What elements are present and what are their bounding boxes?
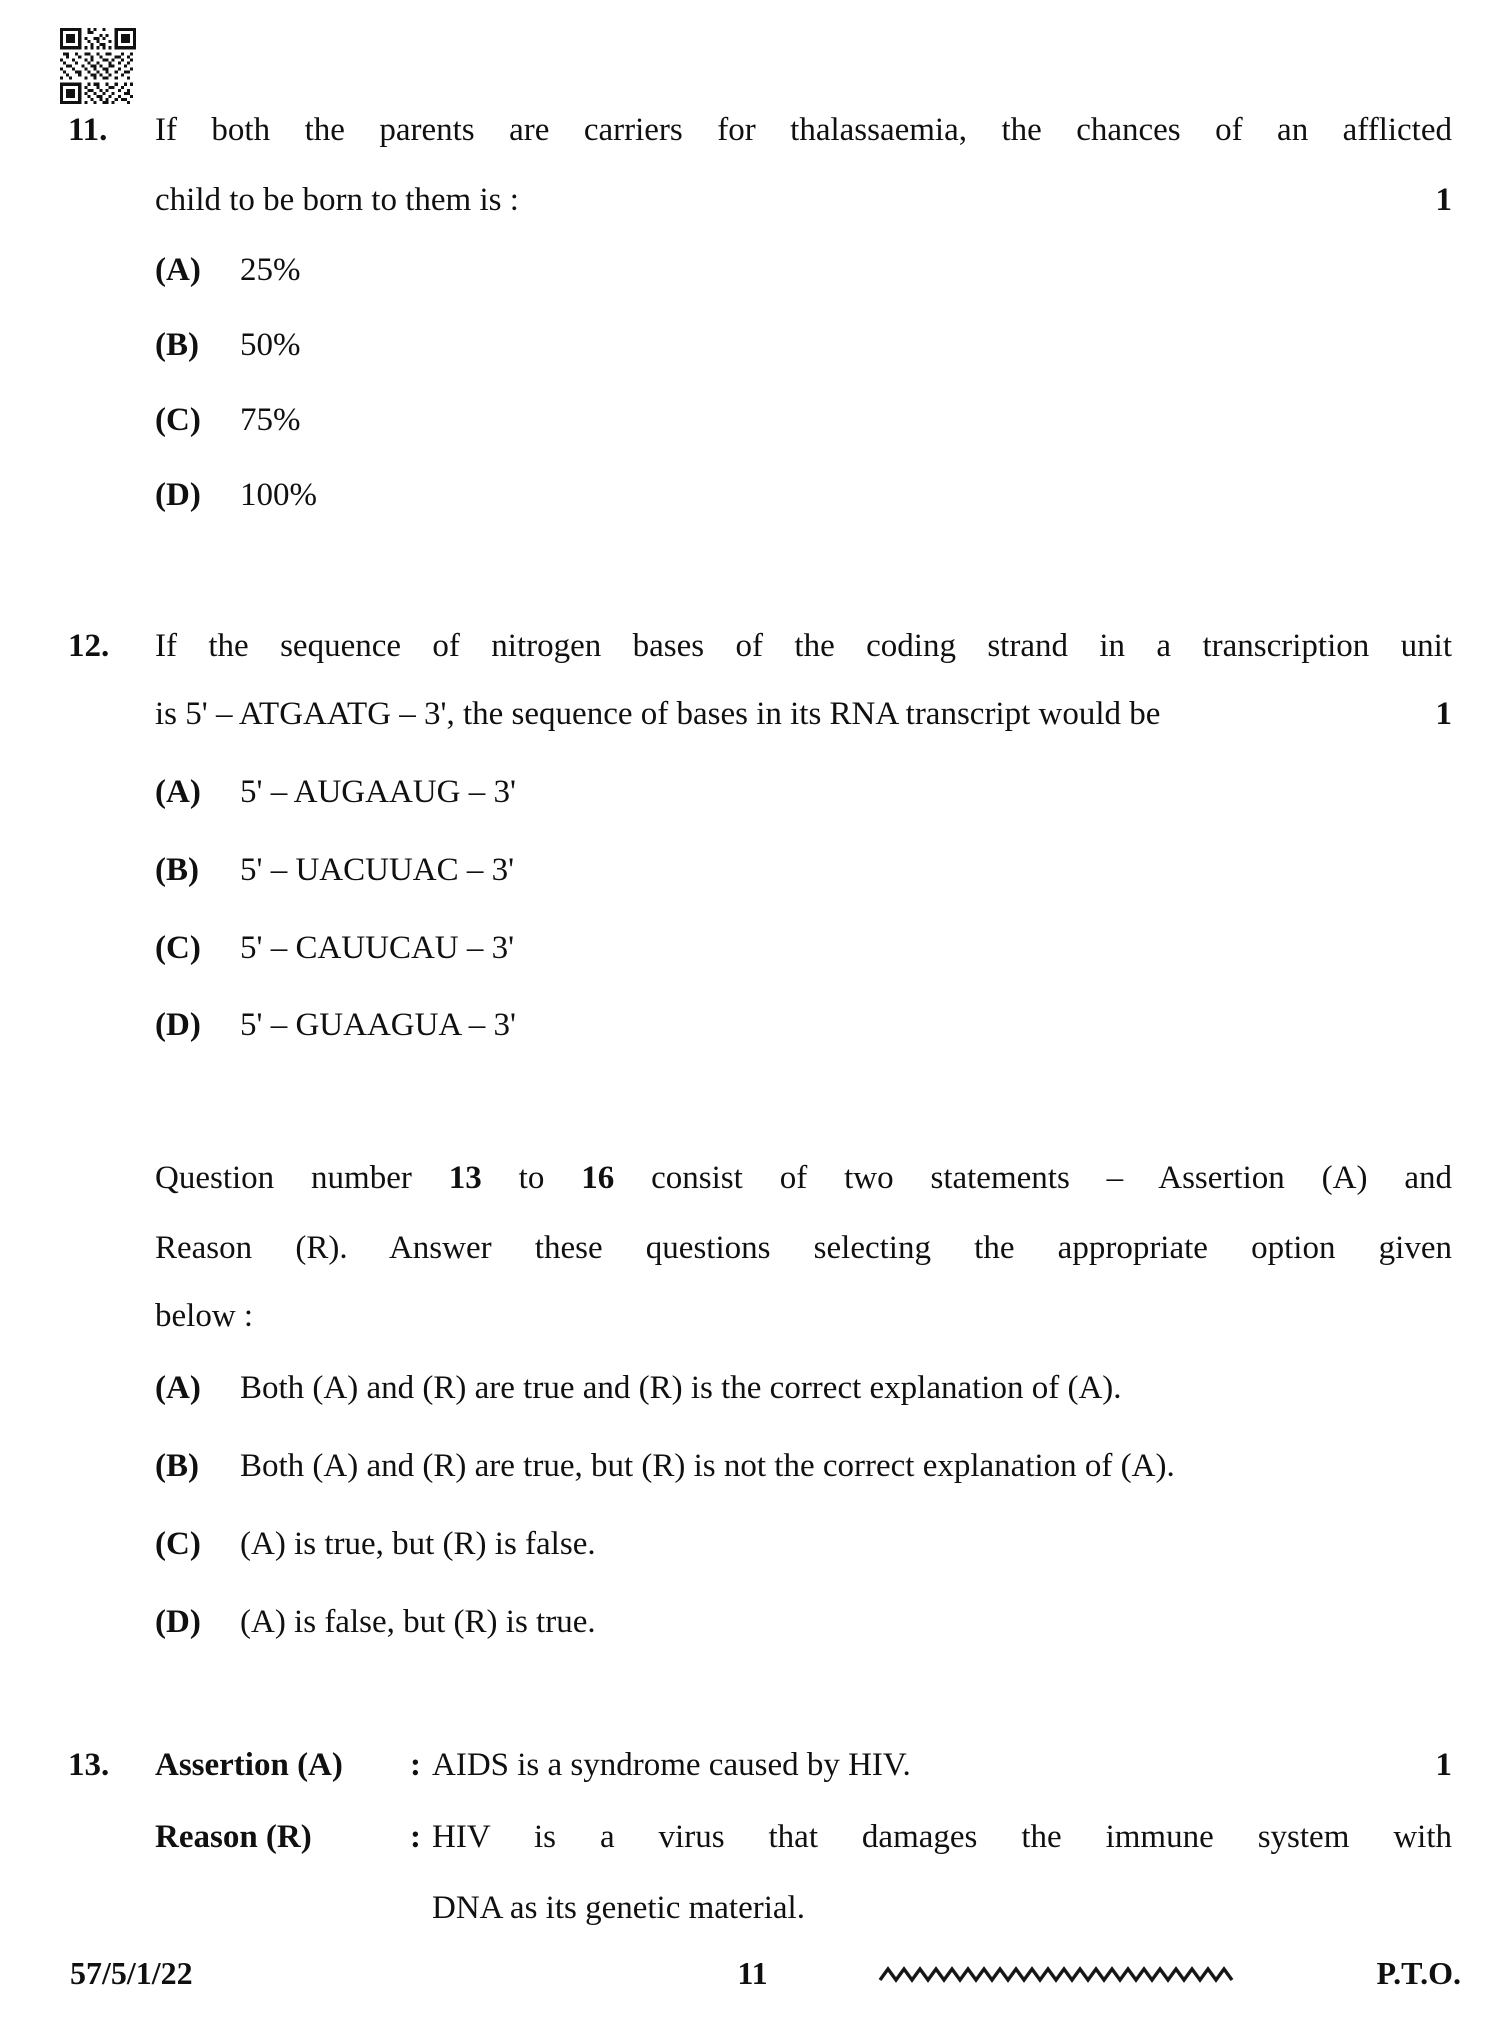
option-label: (C): [155, 402, 201, 438]
option-label: (D): [155, 1007, 201, 1043]
question-text-line: is 5' – ATGAATG – 3', the sequence of bases in its RNA transcript would be: [155, 696, 1161, 732]
option-label: (A): [155, 1370, 201, 1406]
option-text: 50%: [240, 327, 301, 363]
marks-value: 1: [1435, 1747, 1452, 1783]
option-text: Both (A) and (R) are true and (R) is the correct explanation of (A).: [240, 1370, 1122, 1406]
option-text: (A) is true, but (R) is false.: [240, 1526, 596, 1562]
option-text: 5' – AUGAAUG – 3': [240, 774, 516, 810]
reason-label: Reason (R): [155, 1819, 312, 1855]
option-row: [0, 1444, 1505, 1488]
option-label: (B): [155, 1448, 199, 1484]
option-text: 75%: [240, 402, 301, 438]
instructions-text: Question number: [155, 1160, 449, 1196]
reason-text: DNA as its genetic material.: [432, 1890, 805, 1926]
assertion-line: [0, 1743, 1505, 1787]
option-text: 100%: [240, 477, 317, 513]
instructions-text-line: below :: [155, 1298, 254, 1334]
qr-code: [60, 28, 136, 104]
question-12-line-2: [0, 692, 1505, 736]
question-number: 11.: [68, 112, 108, 148]
instructions-text-line: Reason (R). Answer these questions selecting the appropriate option given: [155, 1230, 1452, 1266]
question-text-line: If both the parents are carriers for thalassaemia, the chances of an afflicted: [155, 112, 1452, 148]
question-range-start: 13: [448, 1160, 482, 1196]
instructions-text: consist of two statements – Assertion (A) and: [614, 1160, 1452, 1196]
option-row: [0, 1003, 1505, 1047]
page-number: 11: [737, 1955, 768, 1991]
option-row: [0, 848, 1505, 892]
option-label: (B): [155, 852, 199, 888]
question-11-line-1: [0, 108, 1505, 152]
option-row: [0, 398, 1505, 442]
option-text: 5' – UACUUAC – 3': [240, 852, 515, 888]
reason-text: HIV is a virus that damages the immune system with: [432, 1819, 1452, 1855]
question-number: 13.: [68, 1747, 110, 1783]
option-text: 5' – CAUUCAU – 3': [240, 930, 515, 966]
option-text: Both (A) and (R) are true, but (R) is not the correct explanation of (A).: [240, 1448, 1175, 1484]
option-label: (C): [155, 1526, 201, 1562]
option-label: (D): [155, 1604, 201, 1640]
question-text-line: If the sequence of nitrogen bases of the coding strand in a transcription unit: [155, 628, 1452, 664]
option-row: [0, 1522, 1505, 1566]
option-label: (A): [155, 774, 201, 810]
assertion-text: AIDS is a syndrome caused by HIV.: [432, 1747, 911, 1783]
option-row: [0, 926, 1505, 970]
question-11-line-2: [0, 178, 1505, 222]
option-text: 25%: [240, 252, 301, 288]
reason-line-1: [0, 1815, 1505, 1859]
marks-value: 1: [1435, 696, 1452, 732]
reason-colon: :: [410, 1819, 421, 1855]
option-label: (C): [155, 930, 201, 966]
option-label: (A): [155, 252, 201, 288]
option-row: [0, 1366, 1505, 1410]
paper-code: 57/5/1/22: [70, 1955, 193, 1991]
separator-zigzag: [878, 1962, 1258, 1988]
assertion-label: Assertion (A): [155, 1747, 343, 1783]
instructions-text-line: [155, 1156, 1452, 1200]
instructions-line-2: [0, 1226, 1505, 1270]
option-text: (A) is false, but (R) is true.: [240, 1604, 596, 1640]
pto-label: P.T.O.: [1376, 1955, 1461, 1991]
option-row: [0, 248, 1505, 292]
marks-value: 1: [1435, 182, 1452, 218]
option-label: (B): [155, 327, 199, 363]
option-row: [0, 770, 1505, 814]
question-text-line: child to be born to them is :: [155, 182, 519, 218]
option-row: [0, 1600, 1505, 1644]
option-row: [0, 323, 1505, 367]
instructions-text: to: [481, 1160, 582, 1196]
option-row: [0, 473, 1505, 517]
question-range-end: 16: [581, 1160, 615, 1196]
option-text: 5' – GUAAGUA – 3': [240, 1007, 516, 1043]
option-label: (D): [155, 477, 201, 513]
question-number: 12.: [68, 628, 110, 664]
question-12-line-1: [0, 624, 1505, 668]
instructions-line-1: [0, 1156, 1505, 1200]
assertion-colon: :: [410, 1747, 421, 1783]
instructions-line-3: [0, 1294, 1505, 1338]
reason-line-2: [0, 1886, 1505, 1930]
